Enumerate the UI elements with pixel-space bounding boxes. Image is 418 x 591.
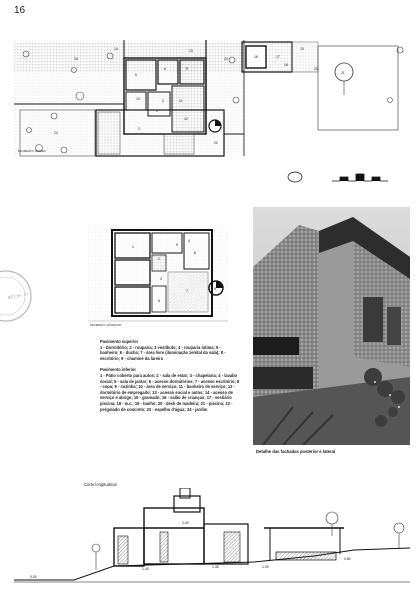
room-number: 22 [214,141,218,145]
room-number: 5 [135,73,137,77]
room-number: 9 [186,67,188,71]
section-levels [30,521,351,579]
room-number: 8 [158,299,160,303]
room-number: 14 [114,47,118,51]
scale-bar [332,171,392,185]
room-number: 23 [224,57,228,61]
level-label: 1.40 [142,567,149,571]
lower-floor-legend-heading: Pavimento inferior [100,367,136,373]
room-number: 1 [156,109,158,113]
room-number: 5 [176,243,178,247]
ground-floor-label: PAVIMENTO TERREO [18,150,46,153]
level-label: 1.40 [212,565,219,569]
room-number: 13 [189,49,193,53]
upper-floor-label: PAVIMENTO SUPERIOR [90,324,121,327]
room-number: 3 [160,277,162,281]
lower-floor-legend-text: 1 - Pátio coberto para autos; 2 - sala de estar; 3 - chapelaria; 4 - lavabo social; 5 - sala de jantar; 6 - acesso dormitórios; 7 - acesso escritório; 8 - copa; 9 - cozinha; 10 - área de serviço; 11 - banheiro de serviço; 12 - dormitório de empregado; 13 - acesso social e autos; 14 - acesso de serviço e abrigo; 15 - gramado; 16 - salão de crianças; 17 - vestiário piscina; 18 - w.c.; 19 - banho; 20 - deck de madeira; 21 - piscina; 22 - pergolado de concreto; 23 - espelho d'água; 24 - jardim [100,372,240,412]
room-number: 17 [276,55,280,59]
room-number: 18 [284,63,288,67]
north-arrow-icon [286,168,304,186]
upper-floor-legend-heading: Pavimento superior [100,339,139,344]
room-number: 16 [254,55,258,59]
room-number: 6 [164,67,166,71]
legend [100,338,240,418]
room-number: 7 [186,289,188,293]
room-number: 21 [341,71,345,75]
room-number: 10 [136,97,140,101]
room-number: 2 [138,127,140,131]
section-title: Corte longitudinal [84,482,117,487]
facade-photo [253,207,410,445]
upper-floor-legend-text: 1 - Dormitório; 2 - rouparia; 3 vestíbulo; 4 - rouparia íntima; 5 - banheiro; 6 - ducha; 7 - área livre (iluminação zenital da sala); 8 - escritório; 9 - chaminé da lareira [100,344,226,361]
upper-floor-drawing [88,226,228,330]
room-number: 2 [158,257,160,261]
ground-floor-plan [14,40,410,166]
room-number: 3 [162,99,164,103]
ground-floor-drawing [14,40,410,166]
level-label: 1.00 [262,565,269,569]
room-number: 11 [179,99,183,103]
longitudinal-section [14,488,410,584]
section-drawing [14,488,410,584]
archive-stamp [0,268,34,324]
facade-photo-image [253,207,410,445]
room-number: 20 [314,67,318,71]
room-number: 24 [54,131,58,135]
room-number: 19 [300,47,304,51]
room-number: 9 [214,287,216,291]
room-number: 1 [132,245,134,249]
room-number: 6 [194,251,196,255]
room-number: 4 [188,239,190,243]
upper-floor-plan [88,226,228,330]
room-number: 12 [184,117,188,121]
level-label: 0.00 [30,575,37,579]
photo-caption: Detalhe das fachadas posterior e lateral [256,449,336,454]
room-number: 15 [74,57,78,61]
svg-text:SET.19 - 27: SET.19 - 27 [7,291,29,300]
page-number: 16 [14,5,26,16]
level-label: 0.80 [344,557,351,561]
level-label: 2.00 [182,521,189,525]
